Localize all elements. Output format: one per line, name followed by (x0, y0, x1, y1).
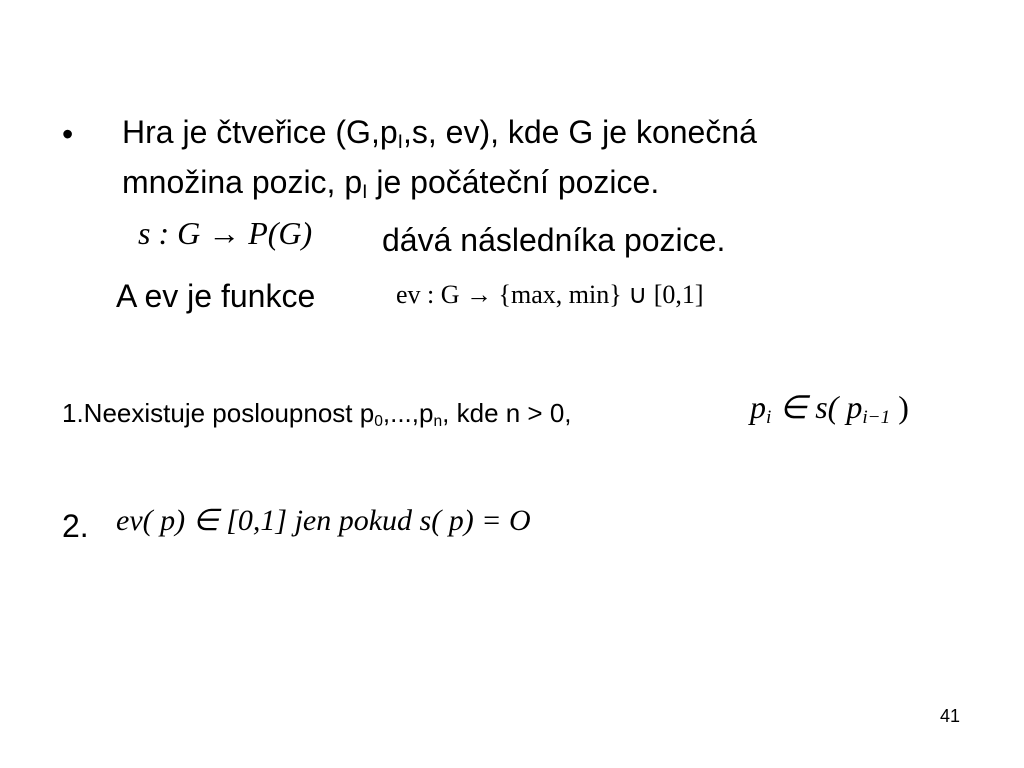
line1-subscript: I (397, 131, 403, 153)
line2-text-start: množina pozic, p (122, 164, 363, 200)
condition-2-formula: ev( p) ∈ [0,1] jen pokud s( p) = O (116, 504, 531, 537)
ev-function-label: A ev je funkce (116, 278, 316, 314)
condition-1-text (62, 398, 572, 429)
formula-sub-i-minus-1: i−1 (862, 406, 891, 428)
line2-text-end: je počáteční pozice. (367, 164, 660, 200)
page-number: 41 (940, 706, 961, 726)
bullet: • (62, 116, 74, 152)
formula-sub-i: i (766, 406, 772, 428)
condition-1-formula (750, 388, 909, 426)
ev-function-formula: ev : G → {max, min} ∪ [0,1] (396, 280, 704, 309)
formula-close: ) (890, 389, 909, 425)
successor-description: dává následníka pozice. (382, 222, 726, 258)
formula-in-s: ∈ s( p (771, 389, 863, 425)
subscript-n: n (433, 412, 443, 430)
condition-1-end: , kde n > 0, (442, 398, 572, 428)
condition-1-middle: ,...,p (382, 398, 434, 428)
subscript-0: 0 (374, 412, 383, 430)
successor-function-formula: s : G → P(G) (138, 215, 313, 251)
condition-2-label: 2. (62, 508, 89, 544)
line2-subscript: I (362, 181, 368, 203)
line1-text-start: Hra je čtveřice (G,p (122, 114, 398, 150)
formula-p: p (750, 389, 766, 425)
definition-line-2 (122, 164, 659, 201)
line1-text-end: ,s, ev), kde G je konečná (402, 114, 757, 150)
condition-1-start: 1.Neexistuje posloupnost p (62, 398, 375, 428)
definition-line-1 (122, 114, 757, 151)
